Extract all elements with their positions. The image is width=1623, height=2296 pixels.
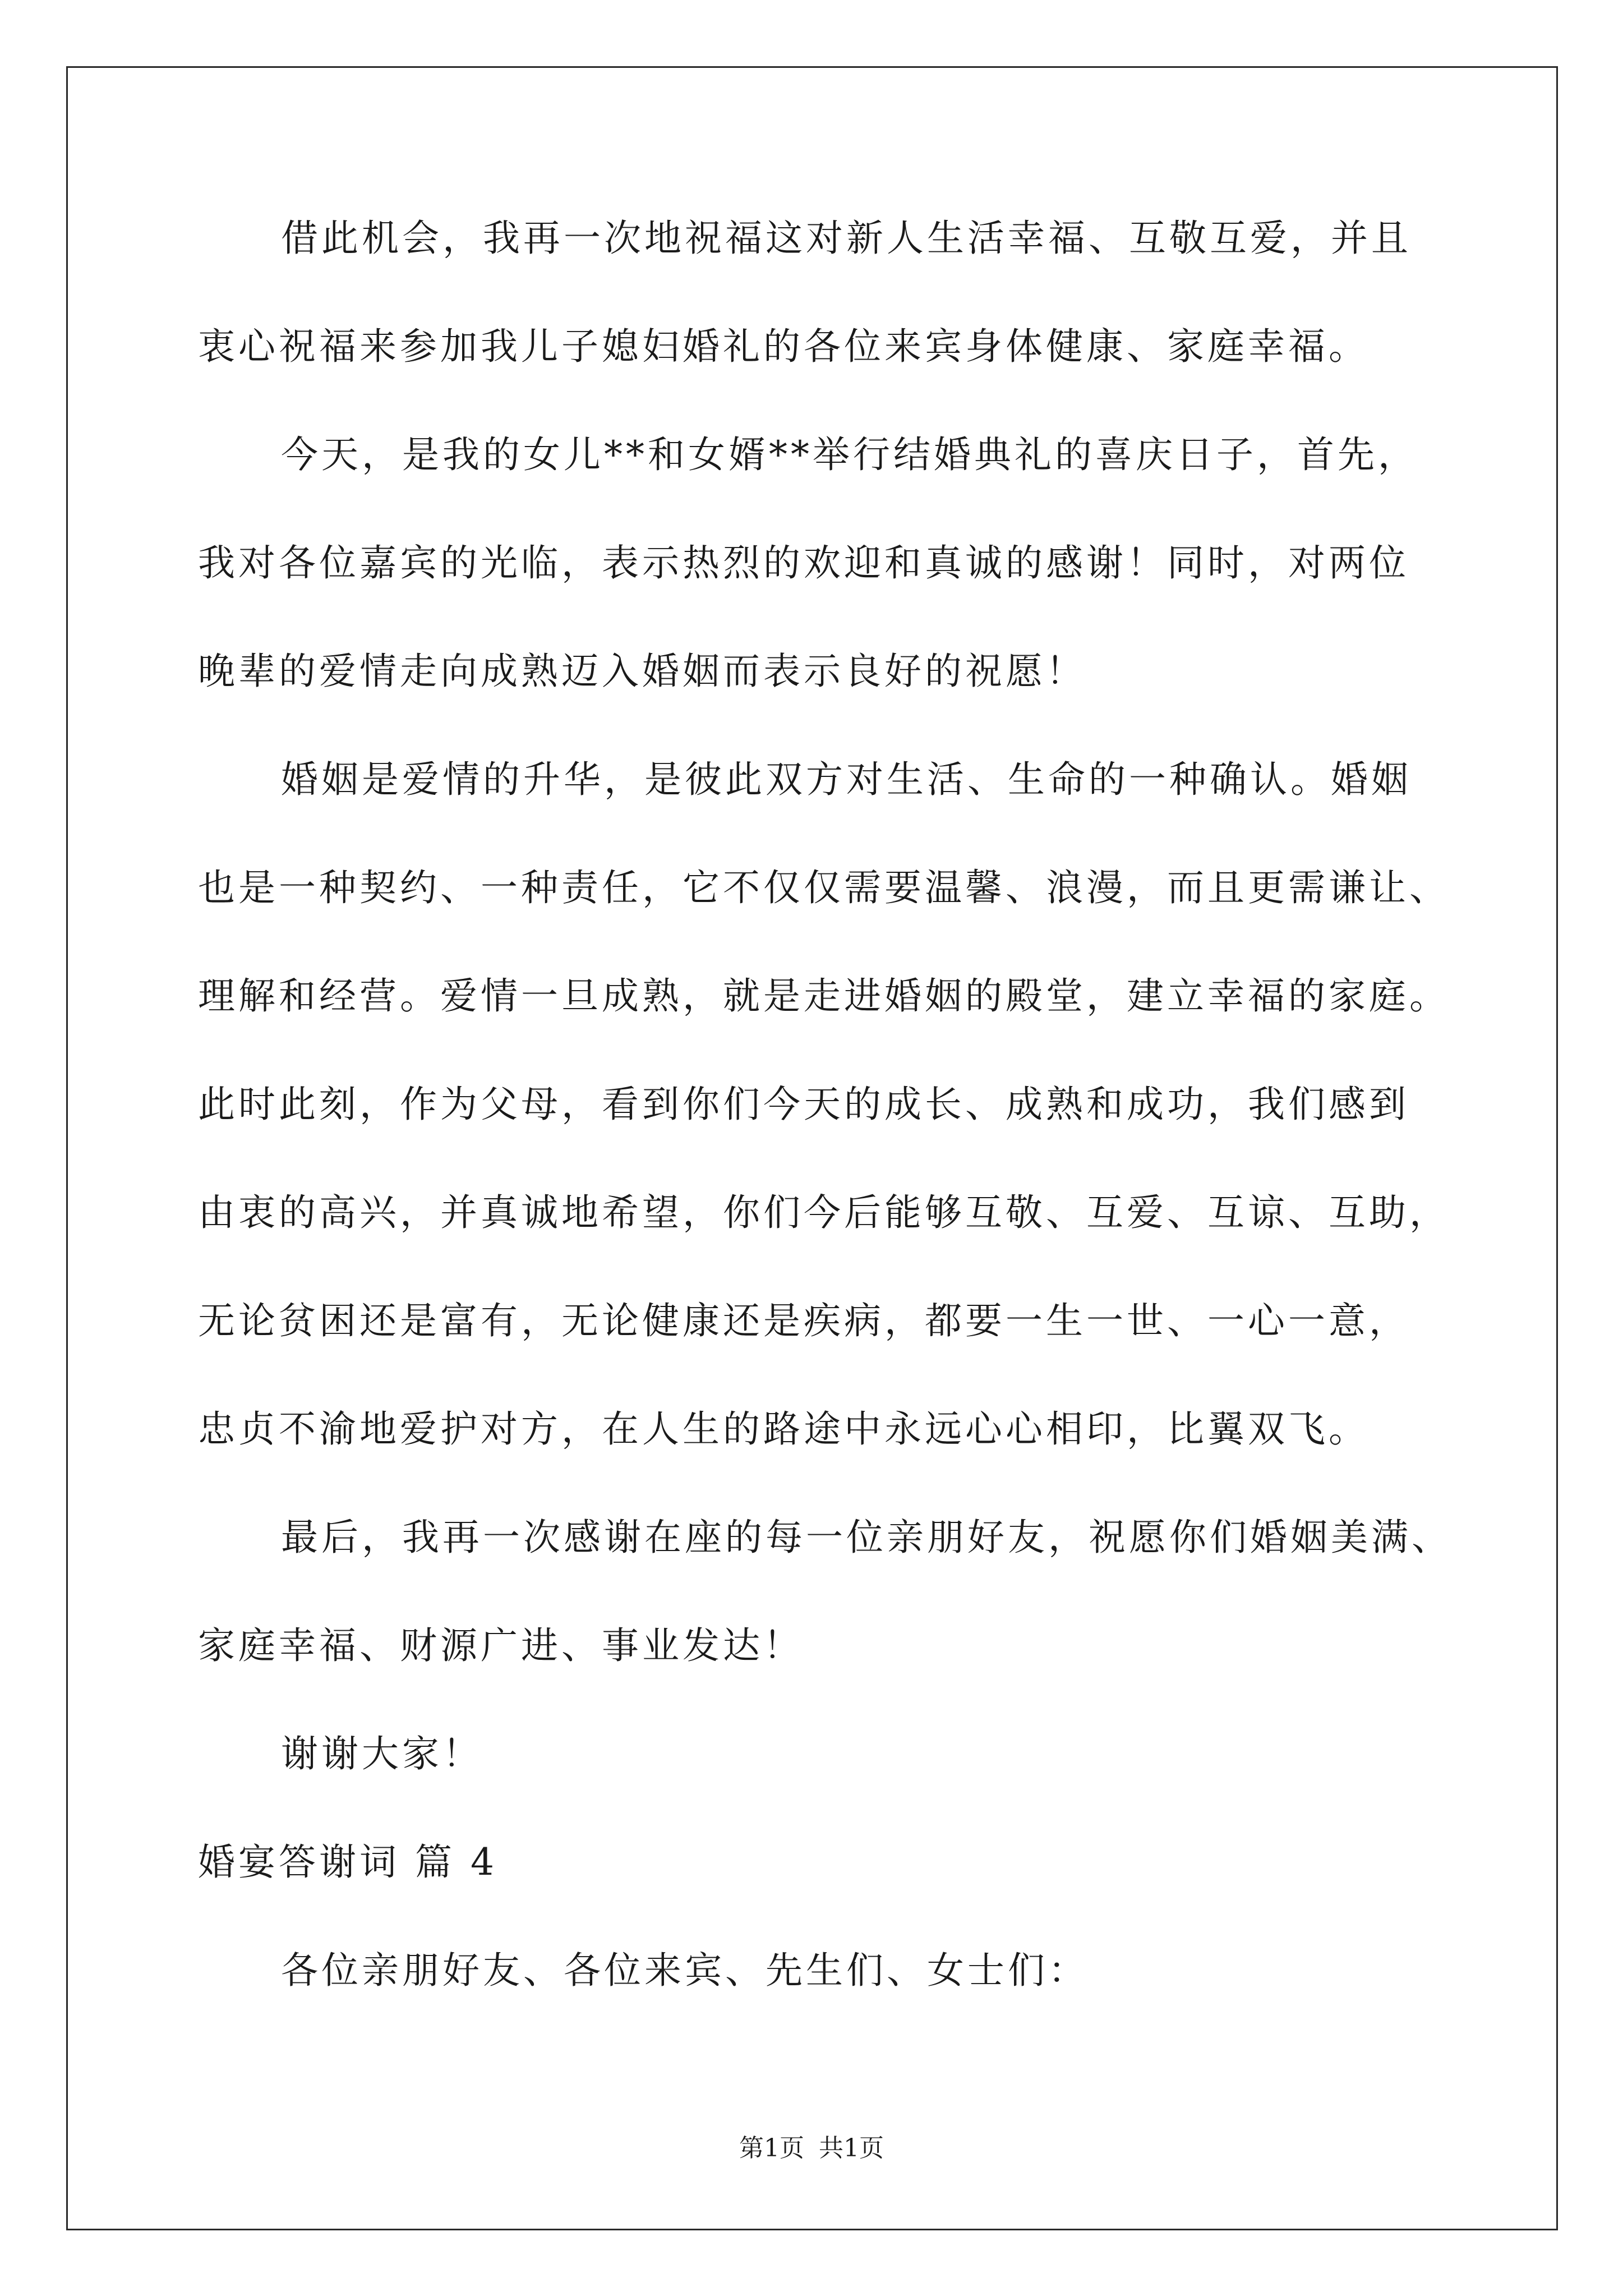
salutation-line: 各位亲朋好友、各位来宾、先生们、女士们： (281, 1949, 1089, 1992)
paragraph-line: 无论贫困还是富有，无论健康还是疾病，都要一生一世、一心一意， (198, 1299, 1409, 1342)
paragraph-line: 忠贞不渝地爱护对方，在人生的路途中永远心心相印，比翼双飞。 (198, 1407, 1369, 1451)
paragraph-line: 家庭幸福、财源广进、事业发达！ (198, 1624, 804, 1667)
page-border (66, 66, 1558, 2230)
paragraph-line: 也是一种契约、一种责任，它不仅仅需要温馨、浪漫，而且更需谦让、 (198, 866, 1450, 909)
paragraph-line: 衷心祝福来参加我儿子媳妇婚礼的各位来宾身体健康、家庭幸福。 (198, 325, 1369, 368)
paragraph-line: 今天，是我的女儿**和女婿**举行结婚典礼的喜庆日子，首先， (281, 433, 1418, 476)
paragraph-line: 理解和经营。爱情一旦成熟，就是走进婚姻的殿堂，建立幸福的家庭。 (198, 974, 1450, 1018)
page-number: 第1页 (739, 2134, 804, 2162)
paragraph-line: 我对各位嘉宾的光临，表示热烈的欢迎和真诚的感谢！同时，对两位 (198, 541, 1409, 585)
page-footer (0, 2132, 1623, 2165)
page-total: 共1页 (819, 2134, 884, 2162)
paragraph-line: 婚姻是爱情的升华，是彼此双方对生活、生命的一种确认。婚姻 (281, 758, 1412, 801)
closing-line: 谢谢大家！ (281, 1732, 483, 1775)
paragraph-line: 晚辈的爱情走向成熟迈入婚姻而表示良好的祝愿！ (198, 650, 1086, 693)
section-heading: 婚宴答谢词 篇 4 (198, 1841, 497, 1884)
paragraph-line: 此时此刻，作为父母，看到你们今天的成长、成熟和成功，我们感到 (198, 1083, 1409, 1126)
paragraph-line: 借此机会，我再一次地祝福这对新人生活幸福、互敬互爱，并且 (281, 217, 1412, 260)
paragraph-line: 由衷的高兴，并真诚地希望，你们今后能够互敬、互爱、互谅、互助， (198, 1191, 1450, 1234)
paragraph-line: 最后，我再一次感谢在座的每一位亲朋好友，祝愿你们婚姻美满、 (281, 1516, 1452, 1559)
